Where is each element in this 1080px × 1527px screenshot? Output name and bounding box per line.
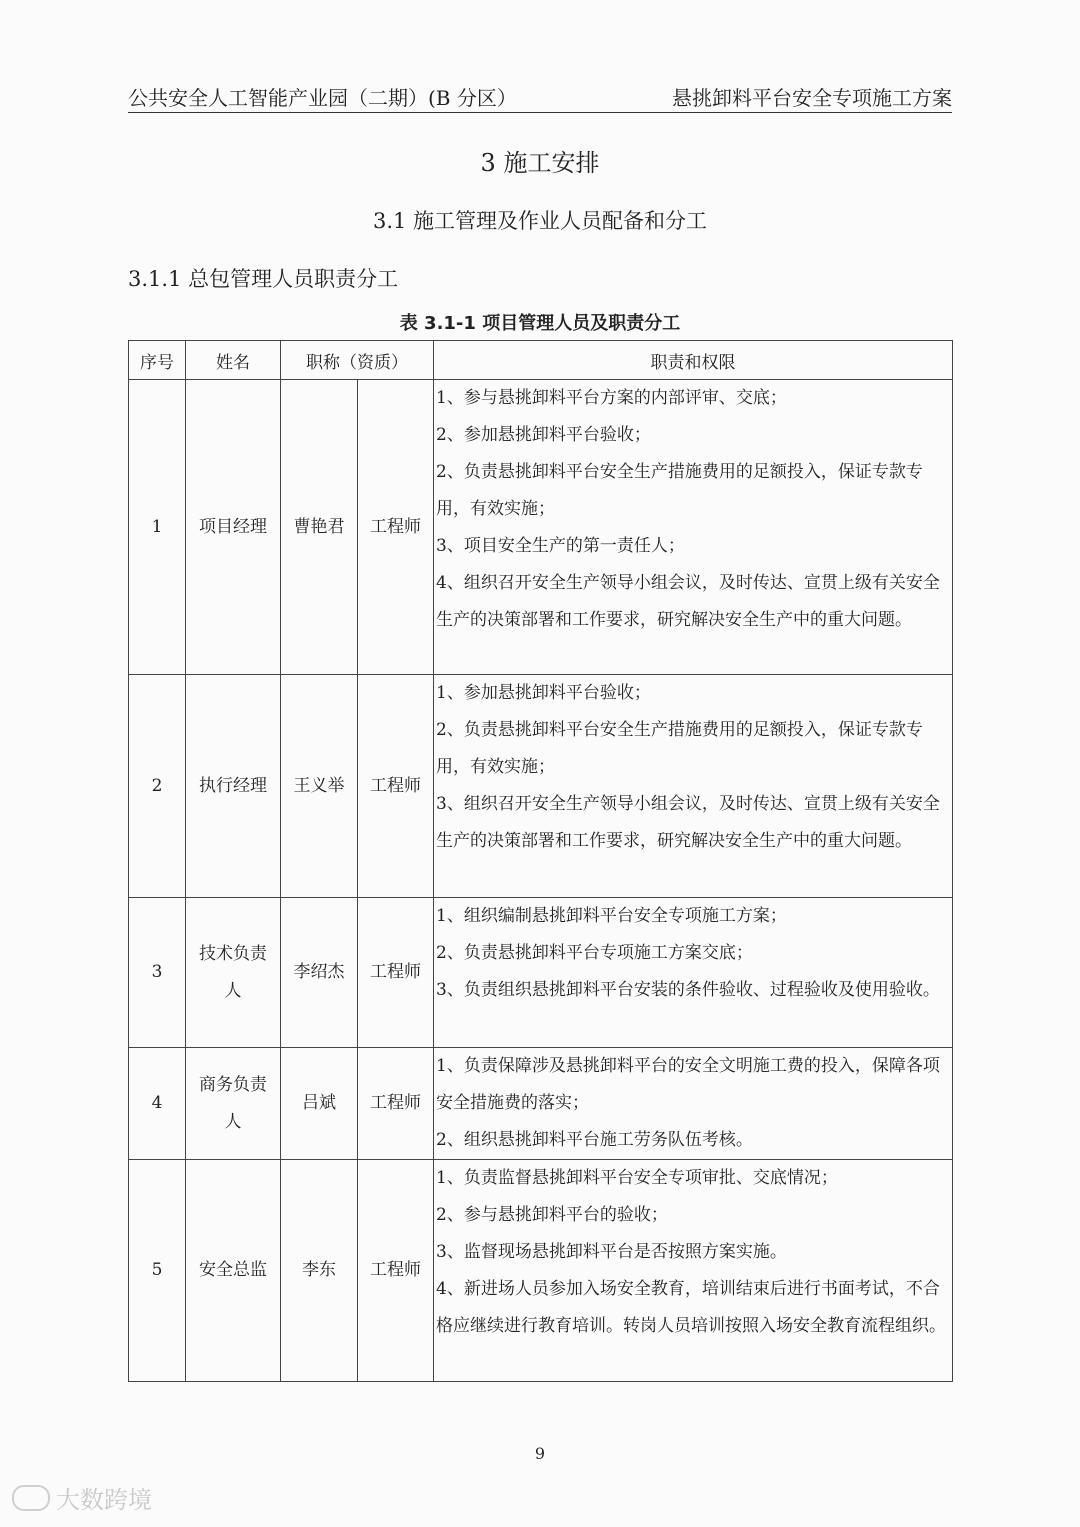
header-cell-role: 姓名 (186, 341, 281, 380)
cell-no: 1 (129, 380, 186, 675)
cell-role: 技术负责人 (186, 898, 281, 1048)
duty-item: 4、新进场人员参加入场安全教育，培训结束后进行书面考试，不合格应继续进行教育培训。转岗人员培训按照入场安全教育流程组织。 (436, 1279, 946, 1336)
duty-item: 1、组织编制悬挑卸料平台安全专项施工方案； (436, 906, 787, 926)
table-caption: 表 3.1-1 项目管理人员及职责分工 (399, 313, 681, 334)
cell-no: 3 (129, 898, 186, 1048)
table-row (129, 1160, 953, 1382)
cell-name: 吕斌 (281, 1048, 358, 1160)
duty-item: 3、负责组织悬挑卸料平台安装的条件验收、过程验收及使用验收。 (436, 980, 940, 1000)
cell-name: 李绍杰 (281, 898, 358, 1048)
cell-title: 工程师 (358, 898, 434, 1048)
responsibility-table (128, 340, 953, 1382)
cell-no: 2 (129, 675, 186, 898)
header-document-name: 悬挑卸料平台安全专项施工方案 (672, 86, 952, 110)
cell-no: 5 (129, 1160, 186, 1382)
cell-role: 安全总监 (186, 1160, 281, 1382)
duty-item: 2、组织悬挑卸料平台施工劳务队伍考核。 (436, 1130, 753, 1150)
header-cell-duties: 职责和权限 (434, 341, 953, 380)
cell-title: 工程师 (358, 675, 434, 898)
watermark (12, 1480, 152, 1515)
cell-title: 工程师 (358, 1048, 434, 1160)
section-title: 3.1 施工管理及作业人员配备和分工 (372, 209, 708, 233)
chapter-title: 3 施工安排 (480, 149, 600, 177)
table-row (129, 675, 953, 898)
table-row (129, 898, 953, 1048)
cell-name: 曹艳君 (281, 380, 358, 675)
subsection-title: 3.1.1 总包管理人员职责分工 (128, 267, 399, 291)
duty-item: 2、参加悬挑卸料平台验收； (436, 425, 651, 445)
duty-item: 4、组织召开安全生产领导小组会议，及时传达、宣贯上级有关安全生产的决策部署和工作要求，研究解决安全生产中的重大问题。 (436, 573, 940, 630)
cell-duties (434, 380, 953, 675)
cell-role: 项目经理 (186, 380, 281, 675)
cell-duties (434, 675, 953, 898)
cell-title: 工程师 (358, 1160, 434, 1382)
duty-item: 1、参加悬挑卸料平台验收； (436, 683, 651, 703)
duty-item: 1、参与悬挑卸料平台方案的内部评审、交底； (436, 388, 787, 408)
cell-duties (434, 1160, 953, 1382)
page-header (128, 78, 952, 113)
cell-name: 王义举 (281, 675, 358, 898)
duty-item: 2、负责悬挑卸料平台安全生产措施费用的足额投入，保证专款专用，有效实施； (436, 720, 923, 777)
cell-no: 4 (129, 1048, 186, 1160)
header-cell-no: 序号 (129, 341, 186, 380)
header-cell-title: 职称（资质） (281, 341, 434, 380)
duty-item: 3、项目安全生产的第一责任人； (436, 536, 685, 556)
cell-name: 李东 (281, 1160, 358, 1382)
duty-item: 3、组织召开安全生产领导小组会议，及时传达、宣贯上级有关安全生产的决策部署和工作要求，研究解决安全生产中的重大问题。 (436, 794, 940, 851)
cell-role: 商务负责人 (186, 1048, 281, 1160)
table-row (129, 1048, 953, 1160)
header-project-name: 公共安全人工智能产业园（二期）(B 分区） (128, 86, 517, 110)
duty-item: 1、负责保障涉及悬挑卸料平台的安全文明施工费的投入，保障各项安全措施费的落实； (436, 1056, 940, 1113)
cell-duties (434, 898, 953, 1048)
table-row (129, 380, 953, 675)
duty-item: 3、监督现场悬挑卸料平台是否按照方案实施。 (436, 1242, 787, 1262)
watermark-logo-icon (12, 1485, 50, 1511)
duty-item: 2、参与悬挑卸料平台的验收； (436, 1205, 668, 1225)
duty-item: 2、负责悬挑卸料平台安全生产措施费用的足额投入，保证专款专用，有效实施； (436, 462, 923, 519)
watermark-text: 大数跨境 (56, 1486, 152, 1514)
cell-title: 工程师 (358, 380, 434, 675)
cell-duties (434, 1048, 953, 1160)
duty-item: 2、负责悬挑卸料平台专项施工方案交底； (436, 943, 753, 963)
cell-role: 执行经理 (186, 675, 281, 898)
page-number: 9 (534, 1444, 546, 1463)
duty-item: 1、负责监督悬挑卸料平台安全专项审批、交底情况； (436, 1168, 838, 1188)
table-header-row (129, 341, 953, 380)
